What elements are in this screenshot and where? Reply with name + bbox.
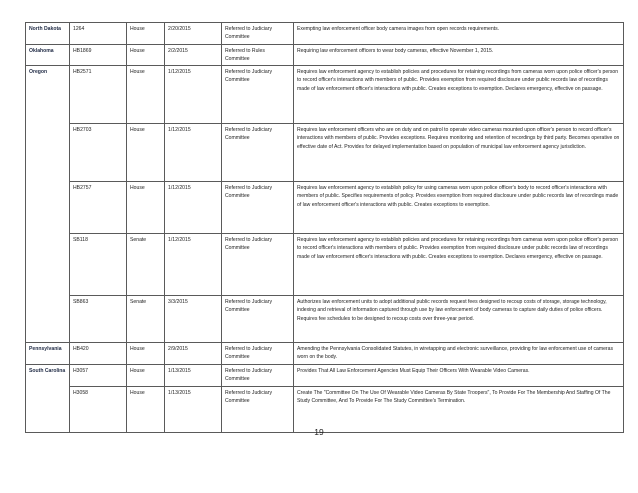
page-number: 19 [314, 427, 324, 437]
date-cell: 1/12/2015 [165, 66, 222, 124]
summary-cell: Exempting law enforcement officer body camera images from open records requirements. [294, 23, 624, 45]
chamber-cell: House [127, 66, 165, 124]
table-row [26, 44, 624, 66]
date-cell: 2/2/2015 [165, 44, 222, 66]
state-cell: Oklahoma [26, 44, 70, 66]
table-row [26, 234, 624, 296]
date-cell: 1/12/2015 [165, 124, 222, 182]
summary-cell: Requires law enforcement agency to establish policies and procedures for retaining recordings from cameras worn upon police officer's person to record officer's interactions with members of public. Provides exemption from required disclosure under public records law of recordings made of law enforcement officer's interactions with public. Creates exceptions to exemption. Declares emergency, effective on passage. [294, 66, 624, 124]
chamber-cell: House [127, 23, 165, 45]
date-cell: 3/3/2015 [165, 296, 222, 343]
state-cell [26, 296, 70, 343]
state-cell: Oregon [26, 66, 70, 124]
summary-cell: Requires law enforcement officers who are on duty and on patrol to operate video cameras mounted upon officer's person to record officer's interactions with members of public. Provides exceptions. Requires monitoring and retention of recordings by third party. Becomes operative on effective date of Act. Provides for delayed implementation based on population of municipal law enforcement agency jurisdiction. [294, 124, 624, 182]
state-cell [26, 386, 70, 432]
table-row [26, 124, 624, 182]
date-cell: 1/12/2015 [165, 234, 222, 296]
date-cell: 2/20/2015 [165, 23, 222, 45]
bill-number-cell: 1264 [70, 23, 127, 45]
table-row [26, 365, 624, 387]
status-cell: Referred to Judiciary Committee [222, 66, 294, 124]
table-row [26, 386, 624, 432]
summary-cell: Provides That All Law Enforcement Agencies Must Equip Their Officers With Wearable Video Cameras. [294, 365, 624, 387]
date-cell: 1/13/2015 [165, 386, 222, 432]
state-cell [26, 124, 70, 182]
legislation-table [25, 22, 624, 433]
table-row [26, 343, 624, 365]
summary-cell: Authorizes law enforcement units to adopt additional public records request fees designed to recoup costs of storage, storage technology, indexing and retrieval of information captured through use by law enforcement of body cameras to capture daily duties of police officers. Requires fee schedules to be designed to recoup costs over three-year period. [294, 296, 624, 343]
chamber-cell: Senate [127, 296, 165, 343]
state-cell [26, 234, 70, 296]
state-cell: South Carolina [26, 365, 70, 387]
bill-number-cell: HB2571 [70, 66, 127, 124]
state-cell: Pennsylvania [26, 343, 70, 365]
status-cell: Referred to Judiciary Committee [222, 343, 294, 365]
bill-number-cell: HB2703 [70, 124, 127, 182]
date-cell: 1/13/2015 [165, 365, 222, 387]
status-cell: Referred to Judiciary Committee [222, 386, 294, 432]
bill-number-cell: SB863 [70, 296, 127, 343]
chamber-cell: House [127, 44, 165, 66]
date-cell: 2/9/2015 [165, 343, 222, 365]
date-cell: 1/12/2015 [165, 182, 222, 234]
status-cell: Referred to Judiciary Committee [222, 182, 294, 234]
bill-number-cell: HB1869 [70, 44, 127, 66]
status-cell: Referred to Judiciary Committee [222, 23, 294, 45]
summary-cell: Requiring law enforcement officers to wear body cameras, effective November 1, 2015. [294, 44, 624, 66]
table-row [26, 23, 624, 45]
bill-number-cell: HB2757 [70, 182, 127, 234]
bill-number-cell: H3058 [70, 386, 127, 432]
bill-number-cell: H3057 [70, 365, 127, 387]
bill-number-cell: HB420 [70, 343, 127, 365]
chamber-cell: House [127, 343, 165, 365]
chamber-cell: House [127, 365, 165, 387]
table-row [26, 296, 624, 343]
status-cell: Referred to Judiciary Committee [222, 365, 294, 387]
summary-cell: Requires law enforcement agency to establish policies and procedures for retaining recordings from cameras worn upon police officer's person to record officer's interactions with members of public. Provides exemption from required disclosure under public records law of recordings made of law enforcement officer's interactions with public. Creates exceptions to exemption. Declares emergency, effective on passage. [294, 234, 624, 296]
chamber-cell: Senate [127, 234, 165, 296]
chamber-cell: House [127, 182, 165, 234]
status-cell: Referred to Judiciary Committee [222, 296, 294, 343]
table-row [26, 182, 624, 234]
table-row [26, 66, 624, 124]
summary-cell: Create The "Committee On The Use Of Wearable Video Cameras By State Troopers", To Provide For The Membership And Staffing Of The Study Committee, And To Provide For The Study Committee's Termination. [294, 386, 624, 432]
summary-cell: Requires law enforcement agency to establish policy for using cameras worn upon police officer's body to record officer's interactions with members of public. Specifies requirements of policy. Provides exemption from required disclosure under public records law of recordings made of law enforcement officer's interactions with public. Creates exceptions to exemption. [294, 182, 624, 234]
state-cell [26, 182, 70, 234]
chamber-cell: House [127, 124, 165, 182]
summary-cell: Amending the Pennsylvania Consolidated Statutes, in wiretapping and electronic surveillance, providing for law enforcement use of cameras worn on the body. [294, 343, 624, 365]
status-cell: Referred to Judiciary Committee [222, 124, 294, 182]
bill-number-cell: SB118 [70, 234, 127, 296]
state-cell: North Dakota [26, 23, 70, 45]
status-cell: Referred to Judiciary Committee [222, 234, 294, 296]
chamber-cell: House [127, 386, 165, 432]
status-cell: Referred to Rules Committee [222, 44, 294, 66]
